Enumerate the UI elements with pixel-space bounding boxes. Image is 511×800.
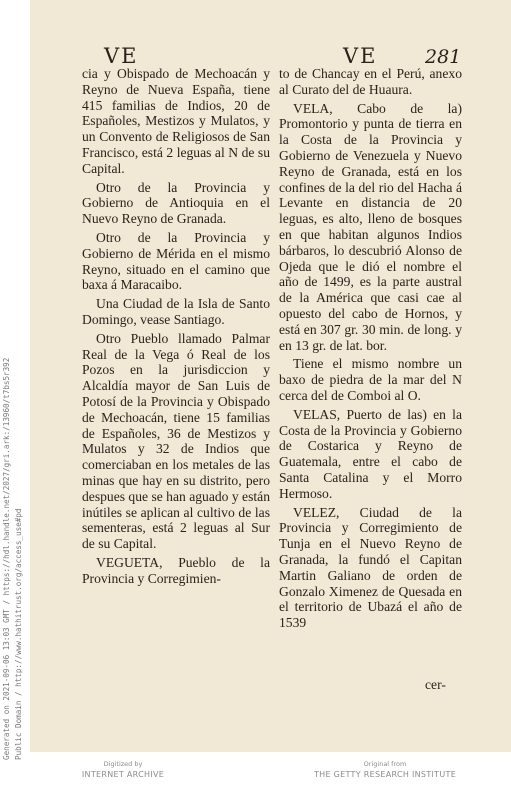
paragraph: Otro Pueblo llamado Palmar Real de la Vega ó Real de los Pozos en la jurisdiccion y Alcaldía mayor de San Luis de Potosí de la Provincia y Obispado de Mechoacán, tiene 15 familias de Españoles, 36 de Mestizos y Mulatos y 32 de Indios que comerciaban en los metales de las minas que hay en su distrito, pero despues que se han aguado y están inútiles se aplican al cultivo de las sementeras, está 2 leguas al Sur de su Capital. — [82, 330, 270, 552]
left-column — [82, 66, 270, 590]
paragraph: to de Chancay en el Perú, anexo al Curato del de Huaura. — [279, 66, 462, 97]
digitized-by-label: Digitized by — [103, 760, 143, 768]
generation-notice-line2: Public Domain / http://www.hathitrust.org/access_use#pd — [14, 508, 23, 760]
original-from-label: Original from — [363, 760, 407, 768]
paragraph: Una Ciudad de la Isla de Santo Domingo, vease Santiago. — [82, 296, 270, 327]
paragraph: Otro de la Provincia y Gobierno de Mérida en el mismo Reyno, situado en el camino que baxa á Maracaibo. — [82, 229, 270, 293]
original-from-credit — [305, 760, 465, 781]
running-head-right: VE — [343, 44, 378, 68]
generation-notice — [2, 120, 30, 760]
digitized-by-credit — [68, 760, 178, 781]
paragraph: VEGUETA, Pueblo de la Provincia y Corregimien- — [82, 554, 270, 586]
generation-notice-line1: Generated on 2021-09-06 13:03 GMT / https://hdl.handle.net/2027/gri.ark:/13960/t7bs5r392 — [2, 357, 11, 760]
paragraph: VELEZ, Ciudad de la Provincia y Corregimiento de Tunja en el Nuevo Reyno de Granada, la fundó el Capitan Martin Galiano de orden de Gonzalo Ximenez de Quesada en el territorio de Ubazá el año de 1539 — [279, 504, 462, 631]
running-head-left: VE — [104, 44, 139, 68]
catchword: cer- — [425, 677, 446, 692]
getty-institute-name: THE GETTY RESEARCH INSTITUTE — [313, 770, 457, 779]
paragraph: cia y Obispado de Mechoacán y Reyno de Nueva España, tiene 415 familias de Indios, 20 de Españoles, Mestizos y Mulatos, y un Convento de Religiosos de San Francisco, está 2 leguas al N de su Capital. — [82, 66, 270, 176]
right-column — [279, 66, 462, 634]
paragraph: Otro de la Provincia y Gobierno de Antioquia en el Nuevo Reyno de Granada. — [82, 179, 270, 227]
internet-archive-name: INTERNET ARCHIVE — [81, 770, 165, 779]
paragraph: Tiene el mismo nombre un baxo de piedra de la mar del N cerca del de Comboi al O. — [279, 356, 462, 403]
paragraph: VELAS, Puerto de las) en la Costa de la Provincia y Gobierno de Costarica y Reyno de Guatemala, entre el cabo de Santa Catalina y el Morro Hermoso. — [279, 406, 462, 501]
page-number: 281 — [425, 46, 462, 68]
paragraph: VELA, Cabo de la) Promontorio y punta de tierra en la Costa de la Provincia y Gobierno de Venezuela y Nuevo Reyno de Granada, está en los confines de la del rio del Hacha á Levante en distancia de 20 leguas, es alto, lleno de bosques en que habitan algunos Indios bárbaros, lo descubrió Alonso de Ojeda que le dió el nombre el año de 1499, es la parte austral de la América que casi cae al opuesto del cabo de Hornos, y está en 307 gr. 30 min. de long. y en 13 gr. de lat. bor. — [279, 100, 462, 353]
footer — [0, 752, 511, 800]
